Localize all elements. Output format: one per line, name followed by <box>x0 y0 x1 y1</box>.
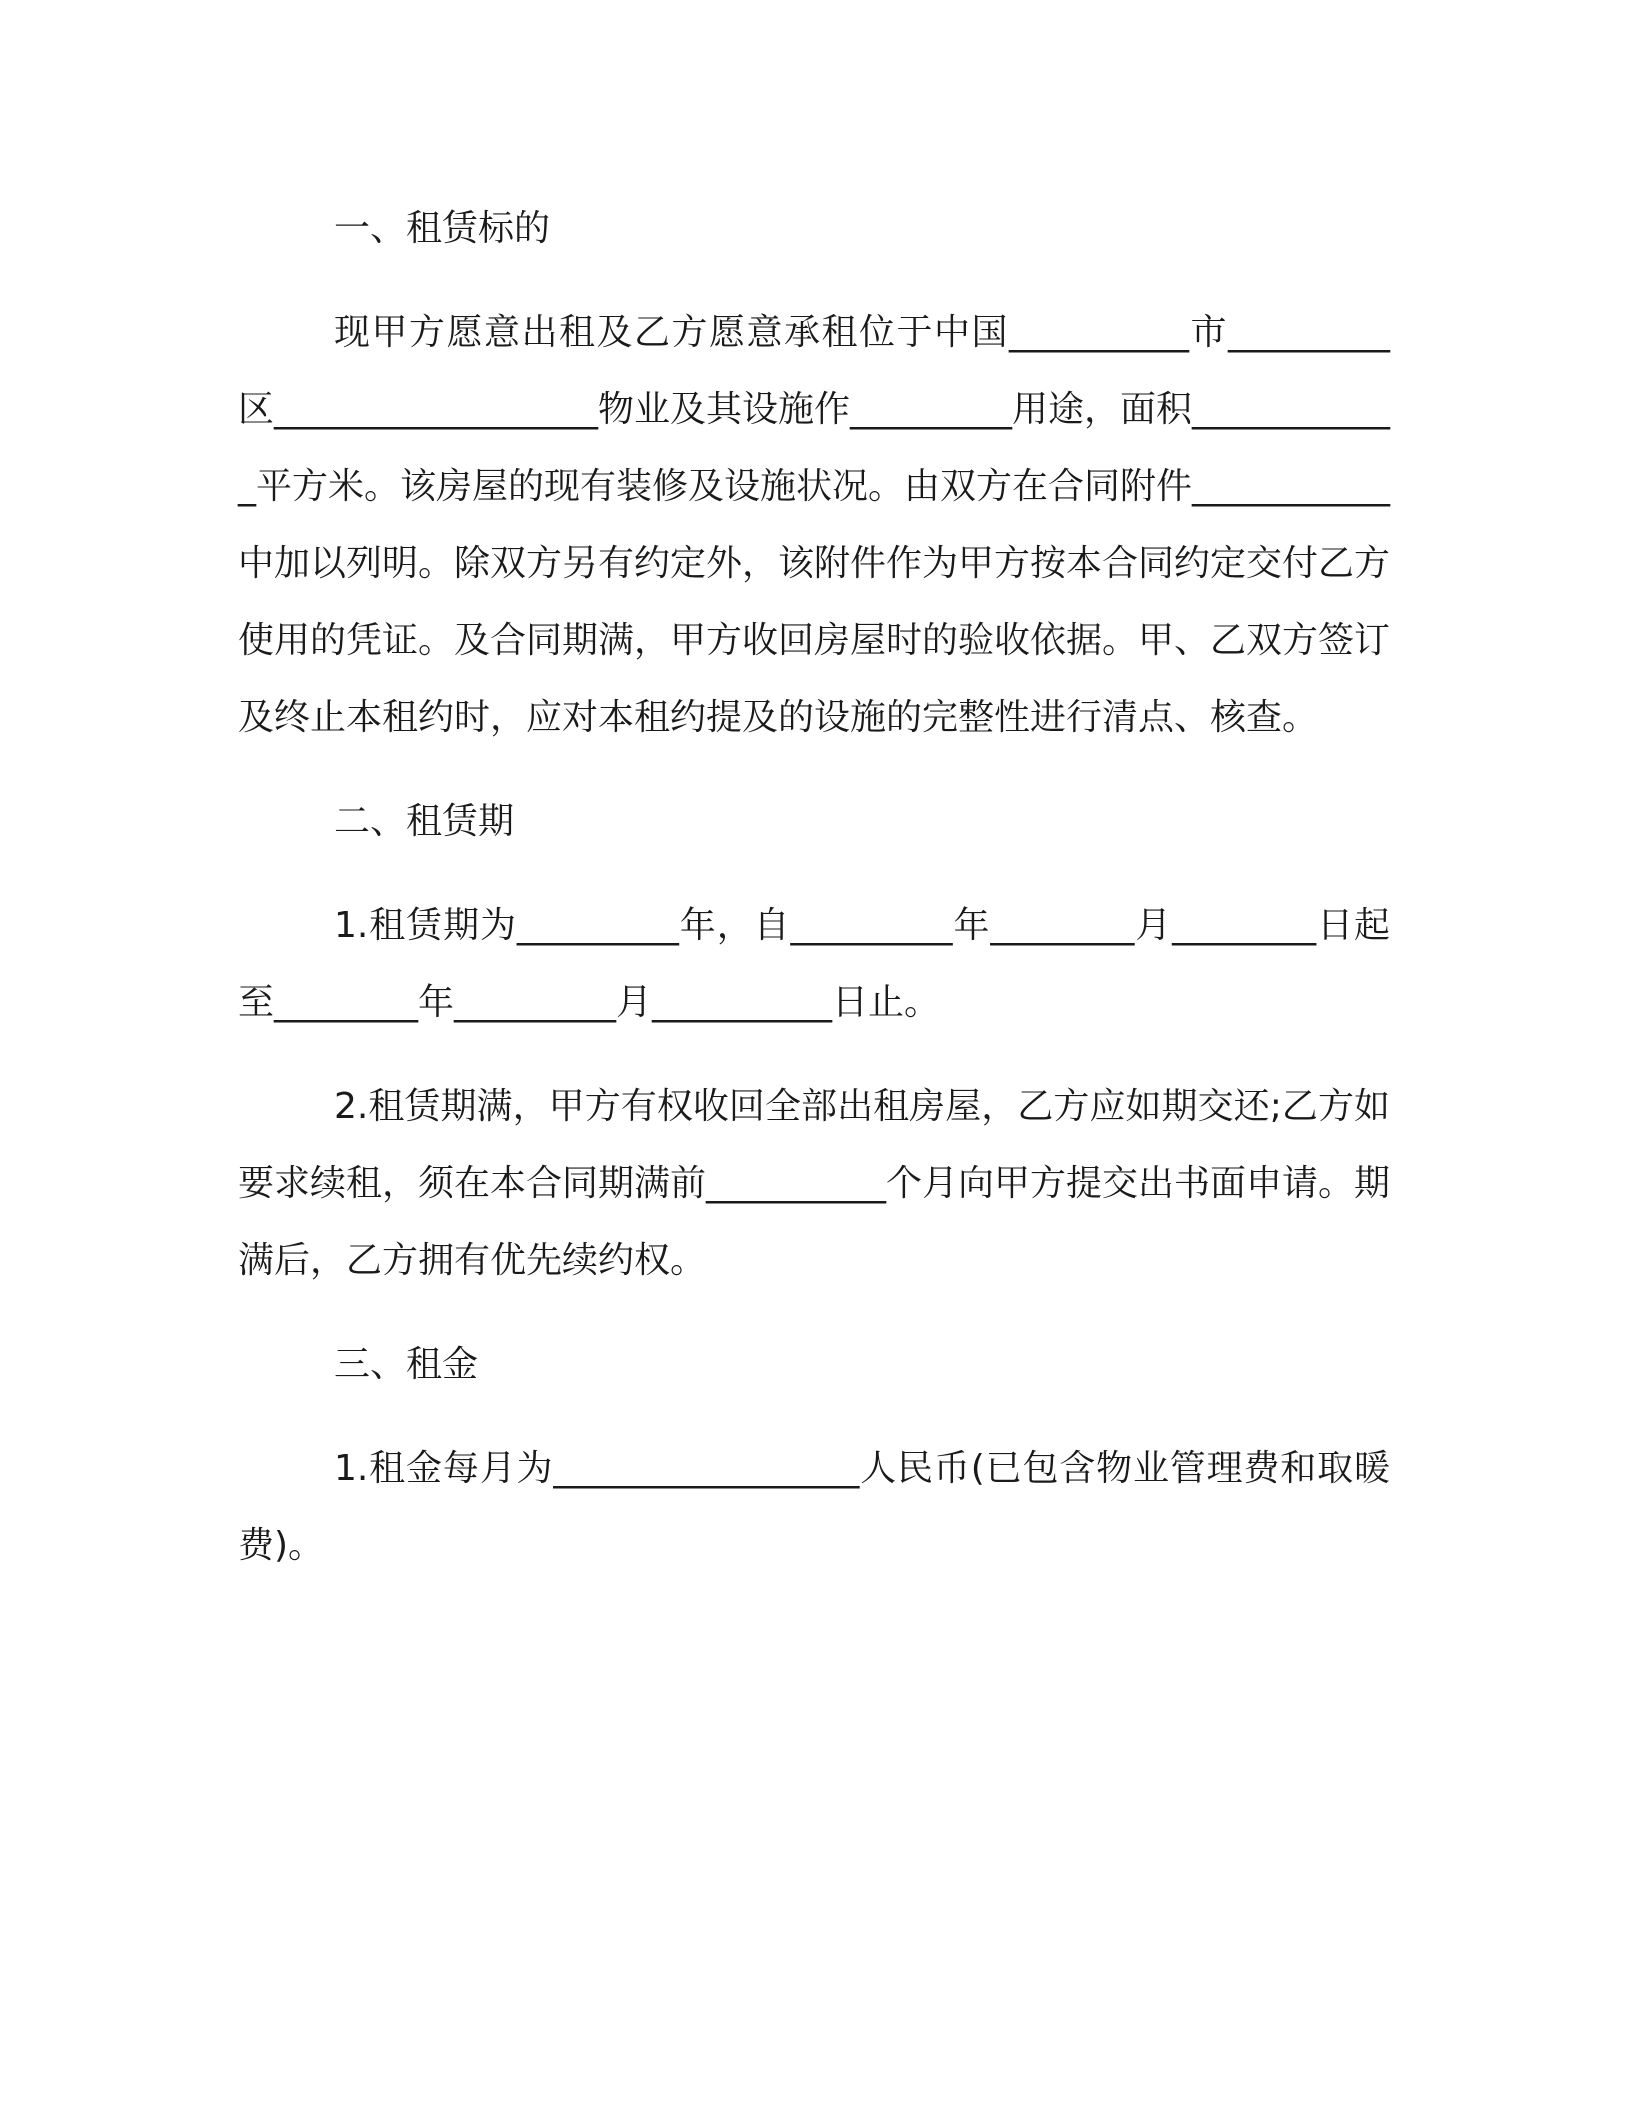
paragraph-lease-term-1: 1.租赁期为_________年，自_________年________月________日起至________年_________月__________日止。 <box>238 905 1390 1023</box>
paragraph-rent-1: 1.租金每月为_________________人民币(已包含物业管理费和取暖费)。 <box>238 1448 1390 1566</box>
section-heading-lease-subject: 一、租赁标的 <box>334 208 551 249</box>
section-heading-rent: 三、租金 <box>334 1344 479 1385</box>
section-heading-lease-term: 二、租赁期 <box>334 801 515 842</box>
document-body <box>238 190 1390 1584</box>
paragraph-lease-subject: 现甲方愿意出租及乙方愿意承租位于中国__________市_________区__________________物业及其设施作_________用途，面积____________平方米。该房屋的现有装修及设施状况。由双方在合同附件___________中加以列明。除双方另有约定外，该附件作为甲方按本合同约定交付乙方使用的凭证。及合同期满，甲方收回房屋时的验收依据。甲、乙双方签订及终止本租约时，应对本租约提及的设施的完整性进行清点、核查。 <box>238 312 1391 738</box>
paragraph-lease-term-2: 2.租赁期满，甲方有权收回全部出租房屋，乙方应如期交还;乙方如要求续租，须在本合同期满前__________个月向甲方提交出书面申请。期满后，乙方拥有优先续约权。 <box>238 1086 1391 1281</box>
